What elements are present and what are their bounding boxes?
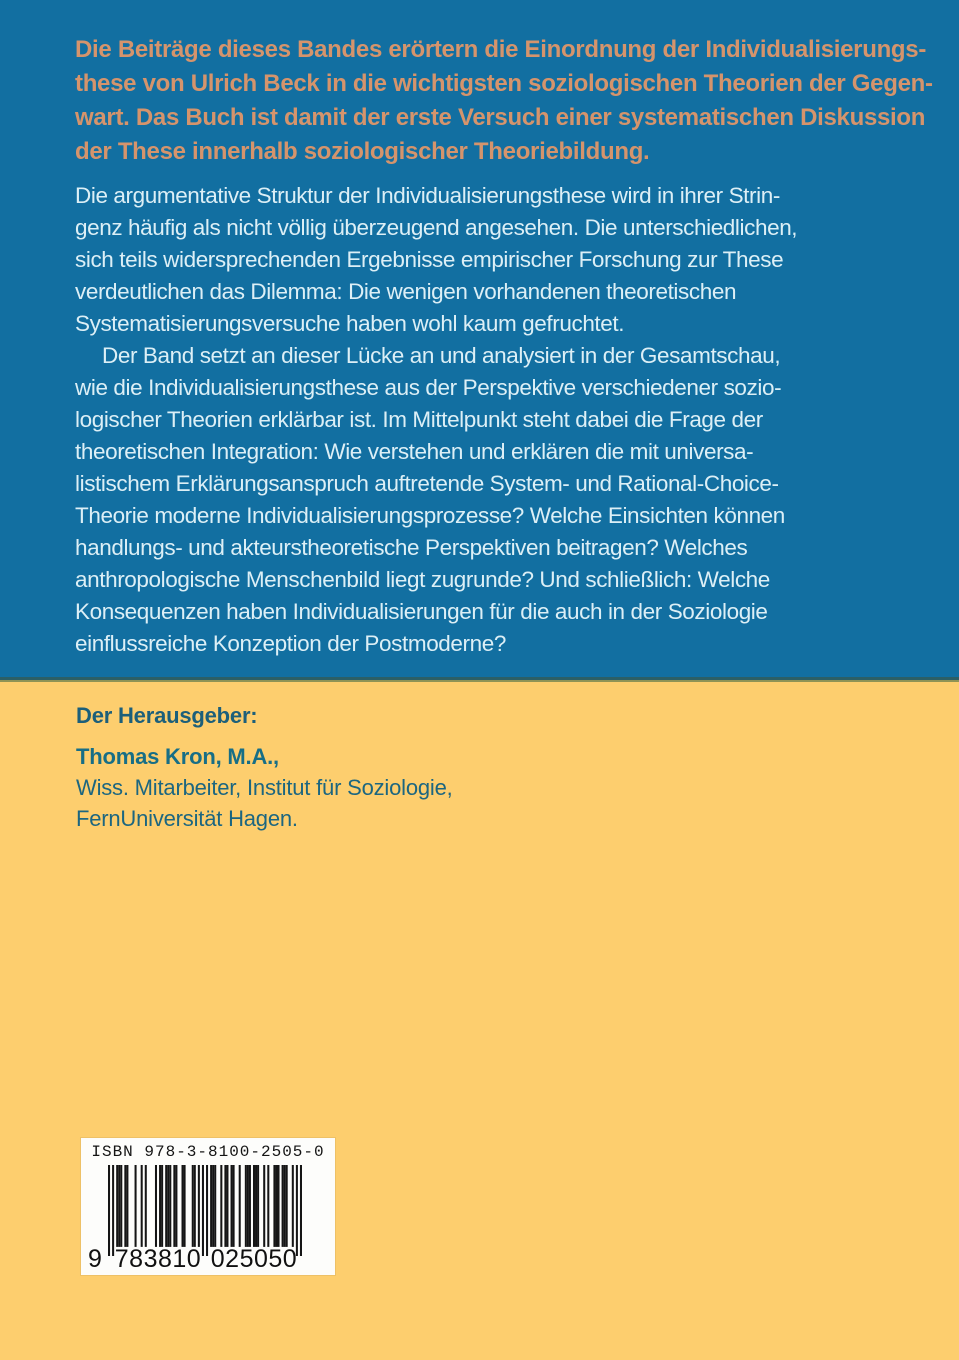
publisher-heading: Der Herausgeber:: [76, 703, 258, 728]
barcode-digit-lead: 9: [88, 1245, 103, 1273]
text-line: listischem Erklärungsanspruch auftretende System- und Rational-Choice-: [75, 471, 779, 496]
text-line: Der Band setzt an dieser Lücke an und analysiert in der Gesamtschau,: [102, 343, 781, 368]
blurb-paragraph-2: [75, 340, 895, 660]
publisher-details: [76, 741, 453, 834]
text-line: verdeutlichen das Dilemma: Die wenigen vorhandenen theoretischen: [75, 279, 737, 304]
ean13-barcode-bars: [108, 1165, 302, 1256]
barcode-digits: [81, 1246, 335, 1272]
isbn-barcode: [81, 1138, 335, 1275]
barcode-digit-group-left: 783810: [114, 1245, 202, 1273]
text-line: these von Ulrich Beck in die wichtigsten soziologischen Theorien der Gegen-: [75, 70, 933, 97]
text-line: Die argumentative Struktur der Individualisierungsthese wird in ihrer Strin-: [75, 183, 780, 208]
publisher-section: [0, 682, 959, 1360]
text-line: wart. Das Buch ist damit der erste Versuch einer systematischen Diskussion: [75, 104, 926, 131]
text-line: einflussreiche Konzeption der Postmoderne?: [75, 631, 506, 656]
publisher-role: Wiss. Mitarbeiter, Institut für Soziologie,: [76, 775, 453, 800]
text-line: der These innerhalb soziologischer Theoriebildung.: [75, 138, 650, 165]
blurb-section: [0, 0, 959, 677]
text-line: wie die Individualisierungsthese aus der Perspektive verschiedener sozio-: [75, 375, 782, 400]
text-line: theoretischen Integration: Wie verstehen und erklären die mit universa-: [75, 439, 754, 464]
blurb-paragraph-1: [75, 180, 895, 340]
isbn-number: ISBN 978-3-8100-2505-0: [91, 1143, 325, 1161]
text-line: genz häufig als nicht völlig überzeugend angesehen. Die unterschiedlichen,: [75, 215, 798, 240]
text-line: sich teils widersprechenden Ergebnisse empirischer Forschung zur These: [75, 247, 784, 272]
publisher-institution: FernUniversität Hagen.: [76, 806, 298, 831]
text-line: handlungs- und akteurstheoretische Perspektiven beitragen? Welches: [75, 535, 748, 560]
text-line: Systematisierungsversuche haben wohl kaum gefruchtet.: [75, 311, 625, 336]
text-line: Die Beiträge dieses Bandes erörtern die Einordnung der Individualisierungs-: [75, 36, 927, 63]
text-line: anthropologische Menschenbild liegt zugrunde? Und schließlich: Welche: [75, 567, 770, 592]
blurb-highlight-paragraph: [75, 33, 933, 169]
barcode-bars-svg: [108, 1165, 302, 1256]
barcode-digit-group-right: 025050: [210, 1245, 298, 1273]
text-line: Theorie moderne Individualisierungsprozesse? Welche Einsichten können: [75, 503, 785, 528]
publisher-name: Thomas Kron, M.A.,: [76, 744, 279, 769]
text-line: logischer Theorien erklärbar ist. Im Mittelpunkt steht dabei die Frage der: [75, 407, 763, 432]
text-line: Konsequenzen haben Individualisierungen für die auch in der Soziologie: [75, 599, 768, 624]
